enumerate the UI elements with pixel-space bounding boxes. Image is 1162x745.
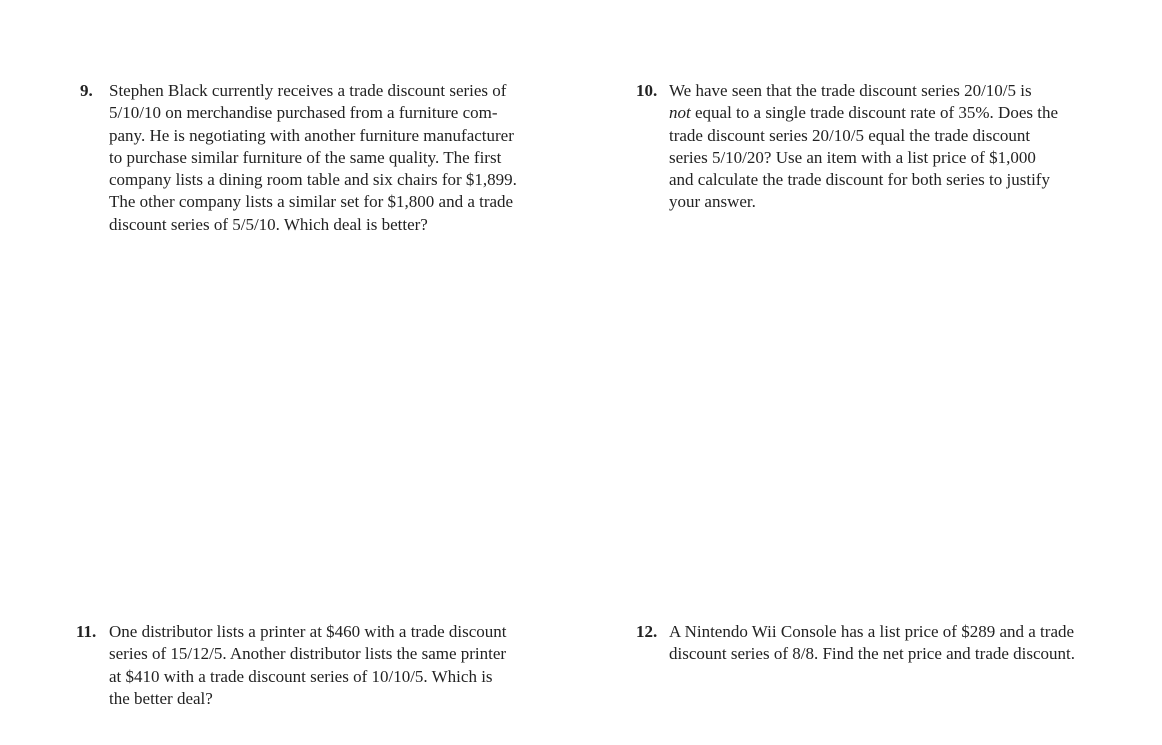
problem-number: 12. xyxy=(636,622,658,641)
italic-emphasis: not xyxy=(669,103,691,123)
text-line-rest: equal to a single trade discount rate of 35%. Does the xyxy=(690,103,1059,123)
text-line: The other company lists a similar set for $1,800 and a trade xyxy=(109,192,514,212)
text-line: A Nintendo Wii Console has a list price of $289 and a trade xyxy=(669,622,1075,641)
text-line: discount series of 5/5/10. Which deal is better? xyxy=(109,214,428,234)
text-line: your answer. xyxy=(669,192,756,212)
problem-12 xyxy=(636,621,1075,666)
problem-text xyxy=(109,80,517,236)
problem-text xyxy=(669,80,1058,214)
text-line: Stephen Black currently receives a trade discount series of xyxy=(109,81,507,100)
text-line: One distributor lists a printer at $460 with a trade discount xyxy=(109,622,507,641)
text-line: trade discount series 20/10/5 equal the trade discount xyxy=(669,125,1031,145)
text-line: to purchase similar furniture of the same quality. The first xyxy=(109,147,502,167)
text-line xyxy=(669,102,1058,124)
problem-text xyxy=(109,621,507,710)
problem-number: 11. xyxy=(76,622,97,641)
problem-11 xyxy=(76,621,507,710)
text-line: series of 15/12/5. Another distributor lists the same printer xyxy=(109,644,507,664)
text-line: and calculate the trade discount for both series to justify xyxy=(669,170,1050,190)
text-line: series 5/10/20? Use an item with a list price of $1,000 xyxy=(669,147,1036,167)
problem-10 xyxy=(636,80,1058,214)
problem-text xyxy=(669,621,1075,666)
text-line: company lists a dining room table and six chairs for $1,899. xyxy=(109,170,517,190)
problem-number: 9. xyxy=(80,81,93,100)
text-line: We have seen that the trade discount series 20/10/5 is xyxy=(669,81,1032,100)
text-line: discount series of 8/8. Find the net price and trade discount. xyxy=(669,644,1076,664)
text-line: at $410 with a trade discount series of 10/10/5. Which is xyxy=(109,666,493,686)
text-line: pany. He is negotiating with another furniture manufacturer xyxy=(109,125,514,145)
text-line: 5/10/10 on merchandise purchased from a furniture com- xyxy=(109,103,498,123)
text-line: the better deal? xyxy=(109,688,213,708)
problem-number: 10. xyxy=(636,81,658,100)
problem-9 xyxy=(80,80,517,236)
